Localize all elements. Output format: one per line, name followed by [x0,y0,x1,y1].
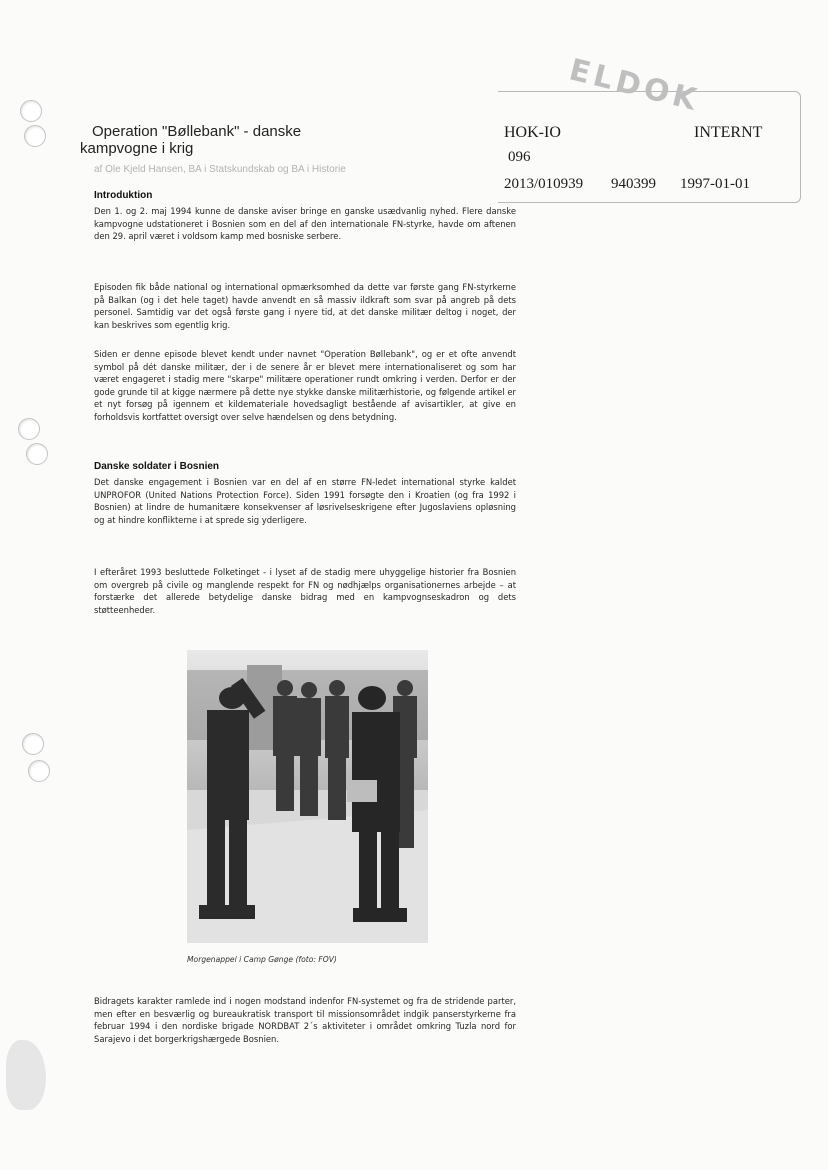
stamp-case: 2013/010939 [504,176,584,192]
photo-illustration [187,650,428,943]
title-line-1: Operation "Bøllebank" - danske [92,123,302,140]
section-heading: Danske soldater i Bosnien [94,461,220,472]
paragraph: Episoden fik både national og international opmærksomhed da dette var første gang FN-styrkerne på Balkan (og i det hele taget) havde anvendt en så massiv ildkraft som svar på angreb på dets personel. Samtidig var det også første gang i nyere tid, at det danske militær deltog i noget, der kan beskrives som egentlig krig. [94,282,516,330]
paragraph: I efteråret 1993 besluttede Folketinget - i lyset af de stadig mere uhyggelige historier fra Bosnien om overgreb på civile og manglende respekt for FN og nødhjælps organisationernes arbejde – at forstærke det allerede betydelige danske bidrag med en kampvognseskadron og dets støtteenheder. [94,567,516,615]
torn-paper-mark [6,1040,46,1110]
section-heading: Introduktion [94,190,153,201]
punch-hole [20,100,42,122]
punch-hole [22,733,44,755]
stamp-code: 940399 [611,176,656,192]
punch-hole [28,760,50,782]
stamp-classification: INTERNT [694,124,763,141]
stamp-office: HOK-IO [504,124,561,141]
paragraph: Det danske engagement i Bosnien var en del af en større FN-ledet international styrke kaldet UNPROFOR (United Nations Protection Force). Siden 1991 forsøgte den i Kroatien (og fra 1992 i Bosnien) at lindre de humanitære konsekvenser af løsrivelseskrigene efter Jugoslaviens opløsning og at hindre konflikterne i at sprede sig yderligere. [94,477,516,525]
photo-caption: Morgenappel i Camp Gønge (foto: FOV) [187,955,337,964]
article-byline: af Ole Kjeld Hansen, BA i Statskundskab og BA i Historie [94,164,346,175]
paragraph: Bidragets karakter ramlede ind i nogen modstand indenfor FN-systemet og fra de stridende parter, men efter en besværlig og bureaukratisk transport til missionsområdet indgik panserstyrkerne fra februar 1994 i den nordiske brigade NORDBAT 2´s aktiviteter i området omkring Tuzla nord for Sarajevo i det borgerkrigshærgede Bosnien. [94,996,516,1044]
title-line-2: kampvogne i krig [80,140,194,157]
article-photo [187,650,428,943]
paragraph: Siden er denne episode blevet kendt under navnet "Operation Bøllebank", og er et ofte anvendt symbol på dét danske militær, der i de senere år er blevet mere internationaliseret og som har været engageret i stadig mere "skarpe" militære operationer rundt omkring i verden. Derfor er der gode grunde til at kigge nærmere på dette nye stykke danske militærhistorie, og følgende artikel er et nyt forsøg på igennem et kildemateriale hovedsagligt bestående af avisartikler, at give en forholdsvis kortfattet oversigt over selve hændelsen og dens betydning. [94,349,516,422]
paragraph: Den 1. og 2. maj 1994 kunne de danske aviser bringe en ganske usædvanlig nyhed. Flere danske kampvogne udstationeret i Bosnien som en del af den internationale FN-styrke, havde om aftenen den 29. april været i voldsom kamp med bosniske serbere. [94,206,516,241]
punch-hole [24,125,46,147]
punch-hole [18,418,40,440]
article-title [80,123,410,157]
punch-hole [26,443,48,465]
stamp-number: 096 [508,149,531,165]
stamp-word: ELDOK [565,52,704,119]
stamp-date: 1997-01-01 [680,176,750,192]
